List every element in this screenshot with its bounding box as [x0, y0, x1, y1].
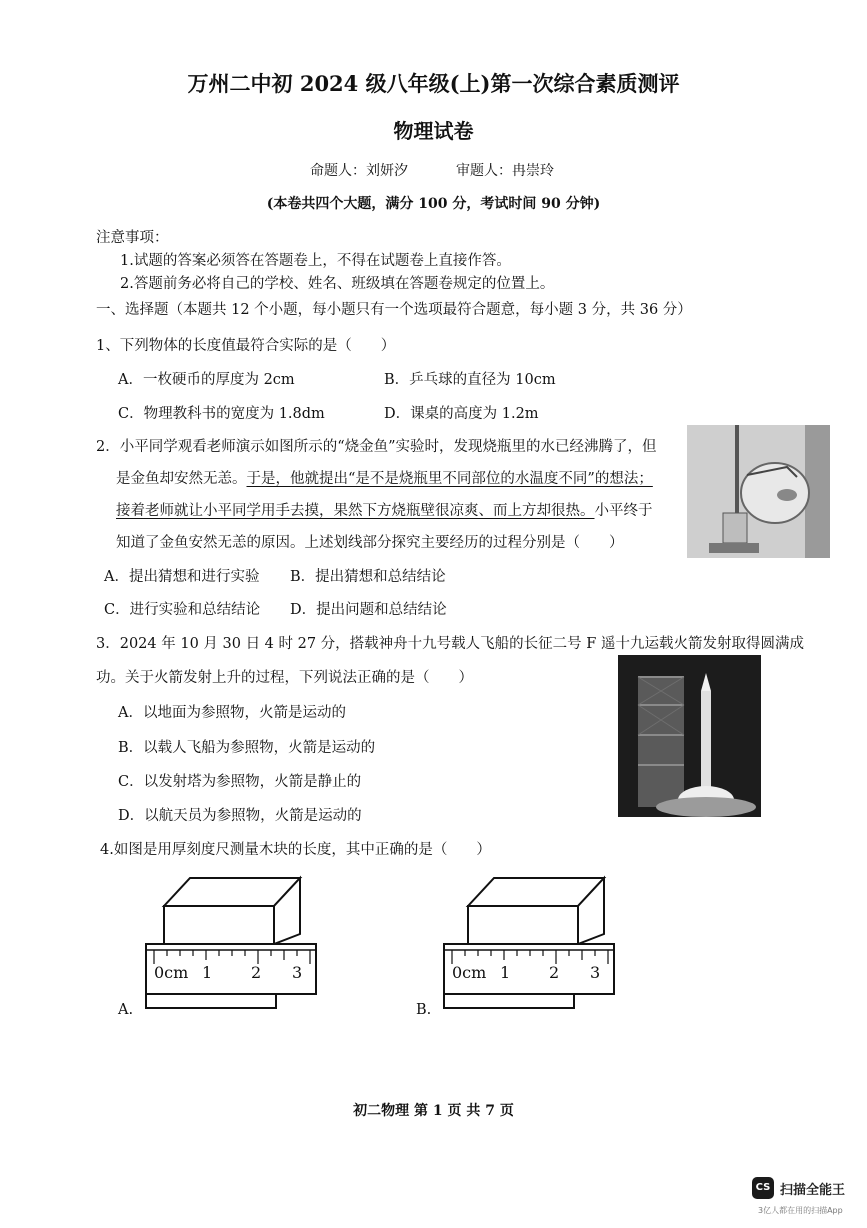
tick-label: 2 — [251, 963, 262, 982]
underlined-text: 接着老师就让小平同学用手去摸，果然下方烧瓶壁很凉爽、而上方却很热。 — [116, 503, 595, 519]
cs-logo-icon: CS — [752, 1177, 774, 1199]
tick-label: 3 — [292, 963, 303, 982]
reviewer: 审题人：冉崇玲 — [456, 163, 554, 179]
notes-heading: 注意事项： — [96, 230, 169, 246]
tick-label: 2 — [549, 963, 560, 982]
option: B．乒乓球的直径为 10cm — [384, 372, 556, 388]
question-text — [116, 467, 653, 488]
option: D．课桌的高度为 1.2m — [384, 406, 539, 422]
plain-text: 是金鱼却安然无恙。 — [116, 471, 247, 487]
option: D．提出问题和总结结论 — [290, 602, 447, 618]
option: C．物理教科书的宽度为 1.8dm — [118, 406, 325, 422]
notes-item: 1.试题的答案必须答在答题卷上，不得在试题卷上直接作答。 — [120, 253, 511, 269]
option: C．进行实验和总结结论 — [104, 602, 261, 618]
option: D．以航天员为参照物，火箭是运动的 — [118, 808, 362, 824]
ruler-figure-b — [438, 868, 618, 1018]
figure-label: A. — [118, 1002, 134, 1018]
tick-label: 1 — [202, 963, 213, 982]
option: A．一枚硬币的厚度为 2cm — [118, 372, 295, 388]
question-text: 知道了金鱼安然无恙的原因。上述划线部分探究主要经历的过程分别是（ ） — [116, 535, 624, 551]
option: B．提出猜想和总结结论 — [290, 569, 446, 585]
option: A．提出猜想和进行实验 — [104, 569, 260, 585]
watermark-name: 扫描全能王 — [780, 1183, 846, 1198]
ruler-diagram-a — [140, 868, 320, 1018]
goldfish-experiment-photo — [687, 425, 830, 558]
question-text: 2．小平同学观看老师演示如图所示的“烧金鱼”实验时，发现烧瓶里的水已经沸腾了，但 — [96, 439, 657, 455]
question-text — [116, 499, 653, 520]
tick-label: 0cm — [154, 963, 189, 982]
page-footer: 初二物理 第 1 页 共 7 页 — [353, 1103, 514, 1119]
author: 命题人：刘妍汐 — [310, 163, 408, 179]
rocket-launch-photo — [618, 655, 761, 817]
option: C．以发射塔为参照物，火箭是静止的 — [118, 774, 362, 790]
plain-text: 小平终于 — [594, 503, 653, 519]
ruler-diagram-b — [438, 868, 618, 1018]
question-text: 3．2024 年 10 月 30 日 4 时 27 分，搭载神舟十九号载人飞船的长征二号 F 遥十九运载火箭发射取得圆满成 — [96, 636, 804, 652]
notes-item: 2.答题前务必将自己的学校、姓名、班级填在答题卷规定的位置上。 — [120, 276, 555, 292]
question-text: 功。关于火箭发射上升的过程，下列说法正确的是（ ） — [96, 670, 473, 686]
tick-label: 3 — [590, 963, 601, 982]
question-stem: 1、下列物体的长度值最符合实际的是（ ） — [96, 338, 396, 354]
tick-label: 1 — [500, 963, 511, 982]
underlined-text: 于是，他就提出“是不是烧瓶里不同部位的水温度不同”的想法； — [246, 471, 653, 487]
scanner-watermark — [752, 1177, 862, 1223]
author-line — [310, 160, 554, 180]
tick-label: 0cm — [452, 963, 487, 982]
figure-label: B. — [416, 1002, 432, 1018]
page-subtitle: 物理试卷 — [393, 119, 474, 143]
watermark-tagline: 3亿人都在用的扫描App — [758, 1206, 843, 1215]
ruler-figure-a — [140, 868, 320, 1018]
section-heading: 一、选择题（本题共 12 个小题，每小题只有一个选项最符合题意，每小题 3 分，共 36 分） — [96, 302, 692, 318]
page-title: 万州二中初 2024 级八年级(上)第一次综合素质测评 — [187, 71, 680, 96]
option: A．以地面为参照物，火箭是运动的 — [118, 705, 346, 721]
option: B．以载人飞船为参照物，火箭是运动的 — [118, 740, 376, 756]
question-stem: 4.如图是用厚刻度尺测量木块的长度，其中正确的是（ ） — [100, 842, 491, 858]
exam-summary: (本卷共四个大题，满分 100 分，考试时间 90 分钟) — [266, 196, 601, 212]
